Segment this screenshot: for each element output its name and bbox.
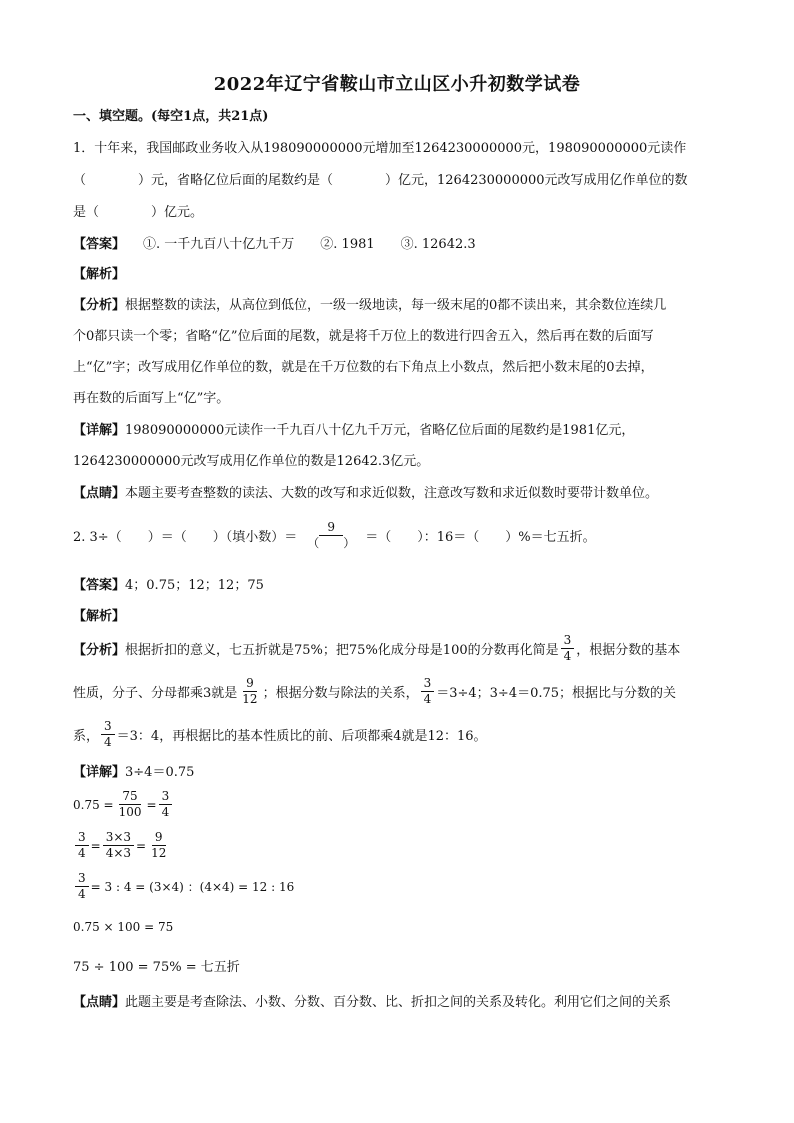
q2-dianjing-text: 此题主要是考查除法、小数、分数、百分数、比、折扣之间的关系及转化。利用它们之间的关系 bbox=[125, 995, 672, 1010]
q2-jiexi-tag: 【解析】 bbox=[73, 609, 126, 624]
q1-answer-text: ①. 一千九百八十亿九千万 ②. 1981 ③. 12642.3 bbox=[143, 237, 476, 252]
answer-tag: 【答案】 bbox=[73, 578, 126, 593]
q1-fenxi-line1 bbox=[73, 297, 724, 315]
math-line-4: 0.75 × 100 = 75 bbox=[73, 920, 174, 934]
fraction-3-4 bbox=[561, 633, 575, 664]
q2-fenxi-text3a: 系， bbox=[73, 729, 100, 744]
answer-tag: 【答案】 bbox=[73, 237, 126, 252]
fraction-numerator: 3 bbox=[101, 719, 115, 735]
q2-answer bbox=[73, 577, 724, 595]
q1-answer bbox=[73, 236, 724, 254]
q2-stem-part-b: ＝（ ）：16＝（ ）%＝七五折。 bbox=[365, 530, 596, 545]
fraction-3-4 bbox=[101, 719, 115, 750]
fraction-numerator: 3 bbox=[75, 830, 89, 846]
q1-dianjing-text: 本题主要考查整数的读法、大数的改写和求近似数，注意改写数和求近似数时要带计数单位。 bbox=[125, 486, 659, 501]
fraction-denominator: 100 bbox=[118, 805, 142, 819]
q1-fenxi-line3: 上“亿”字；改写成用亿作单位的数，就是在千万位数的右下角点上小数点，然后把小数末尾的0去掉， bbox=[73, 360, 654, 375]
q2-stem bbox=[73, 520, 596, 551]
q2-fenxi-text2a: 性质，分子、分母都乘3就是 bbox=[73, 686, 238, 701]
fraction-numerator: 3 bbox=[75, 871, 89, 887]
fraction-numerator: 3×3 bbox=[103, 830, 134, 846]
fraction-denominator: （ ） bbox=[307, 536, 356, 550]
fenxi-tag: 【分析】 bbox=[73, 643, 126, 658]
fraction-denominator: 4 bbox=[104, 735, 112, 749]
fraction-numerator: 3 bbox=[421, 676, 435, 692]
fraction-numerator: 9 bbox=[152, 830, 166, 846]
dianjing-tag: 【点睛】 bbox=[73, 486, 126, 501]
q2-fenxi-line2 bbox=[73, 676, 676, 707]
fraction-3-4 bbox=[75, 830, 89, 861]
math-line-1 bbox=[73, 789, 174, 820]
math-equals: = bbox=[146, 797, 157, 812]
q2-stem-part-a: 2. 3÷（ ）＝（ ）（填小数）＝ bbox=[73, 530, 298, 545]
fraction-denominator: 4 bbox=[423, 692, 432, 706]
q1-stem-line1: 1．十年来，我国邮政业务收入从198090000000元增加至1264230000000元，198090000000元读作 bbox=[73, 141, 687, 156]
math-equals: = bbox=[90, 838, 101, 853]
math-line-2 bbox=[73, 830, 171, 861]
fenxi-tag: 【分析】 bbox=[73, 298, 126, 313]
fraction-numerator: 75 bbox=[119, 789, 140, 805]
q2-fenxi-text1a: 根据折扣的意义，七五折就是75%；把75%化成分母是100的分数再化简是 bbox=[125, 643, 559, 658]
q2-fenxi-line1 bbox=[73, 633, 680, 664]
fraction-numerator: 3 bbox=[561, 633, 575, 649]
fraction-numerator: 9 bbox=[243, 676, 257, 692]
fraction-denominator: 4×3 bbox=[105, 846, 132, 860]
fraction-denominator: 4 bbox=[78, 846, 86, 860]
q2-fenxi-text2b: ；根据分数与除法的关系， bbox=[262, 686, 419, 701]
q1-dianjing bbox=[73, 485, 724, 503]
q2-fenxi-text2c: ＝3÷4；3÷4＝0.75；根据比与分数的关 bbox=[436, 686, 677, 701]
page-title: 2022年辽宁省鞍山市立山区小升初数学试卷 bbox=[213, 74, 581, 95]
fraction-3-4 bbox=[159, 789, 173, 820]
dianjing-tag: 【点睛】 bbox=[73, 995, 126, 1010]
q1-jiexi-tag: 【解析】 bbox=[73, 267, 126, 282]
fraction-numerator: 9 bbox=[319, 520, 343, 536]
math-text: = 3 : 4 = (3×4) ：(4×4) = 12 : 16 bbox=[90, 880, 295, 894]
fraction-denominator: 4 bbox=[563, 649, 572, 663]
fraction-denominator: 12 bbox=[151, 846, 167, 860]
math-line-3 bbox=[73, 871, 294, 902]
q2-answer-text: 4；0.75；12；12；75 bbox=[125, 578, 264, 593]
math-equals: = bbox=[136, 838, 147, 853]
xiangjie-tag: 【详解】 bbox=[73, 423, 126, 438]
q1-xiangjie-line2: 1264230000000元改写成用亿作单位的数是12642.3亿元。 bbox=[73, 454, 430, 469]
q1-stem-line2: （ ）元，省略亿位后面的尾数约是（ ）亿元，1264230000000元改写成用亿作单位的数 bbox=[73, 173, 688, 188]
q1-fenxi-line4: 再在数的后面写上“亿”字。 bbox=[73, 391, 230, 406]
fraction-3-4 bbox=[421, 676, 435, 707]
fraction-denominator: 4 bbox=[78, 887, 86, 901]
math-text: 0.75 = bbox=[73, 797, 114, 812]
q1-stem-line3: 是（ ）亿元。 bbox=[73, 205, 204, 220]
q2-stem-fraction bbox=[299, 520, 363, 551]
q2-fenxi-text1b: ，根据分数的基本 bbox=[576, 643, 681, 658]
q2-dianjing bbox=[73, 994, 724, 1012]
q2-fenxi-text3b: ＝3：4，再根据比的基本性质比的前、后项都乘4就是12：16。 bbox=[116, 729, 487, 744]
q1-fenxi-text1: 根据整数的读法，从高位到低位，一级一级地读，每一级末尾的0都不读出来，其余数位连续几 bbox=[125, 298, 667, 313]
fraction-denominator: 4 bbox=[161, 805, 170, 819]
fraction-9-12 bbox=[239, 676, 260, 707]
q1-xiangjie-line1 bbox=[73, 422, 724, 440]
q2-fenxi-line3 bbox=[73, 719, 487, 750]
fraction-3-4 bbox=[75, 871, 89, 902]
fraction-9-12 bbox=[148, 830, 169, 861]
fraction-denominator: 12 bbox=[242, 692, 258, 706]
section-heading: 一、填空题。(每空1点，共21点) bbox=[73, 109, 269, 124]
math-line-5: 75 ÷ 100 = 75% = 七五折 bbox=[73, 960, 240, 975]
fraction-3x3-4x3 bbox=[103, 830, 134, 861]
fraction-75-100 bbox=[116, 789, 145, 820]
xiangjie-tag: 【详解】 bbox=[73, 765, 126, 780]
q2-xiangjie-text: 3÷4＝0.75 bbox=[125, 765, 195, 780]
q1-xiangjie-text1: 198090000000元读作一千九百八十亿九千万元，省略亿位后面的尾数约是1981亿元， bbox=[125, 423, 635, 438]
q2-xiangjie bbox=[73, 764, 724, 782]
q1-fenxi-line2: 个0都只读一个零；省略“亿”位后面的尾数，就是将千万位上的数进行四舍五入，然后再在数的后面写 bbox=[73, 329, 654, 344]
fraction-numerator: 3 bbox=[159, 789, 173, 805]
